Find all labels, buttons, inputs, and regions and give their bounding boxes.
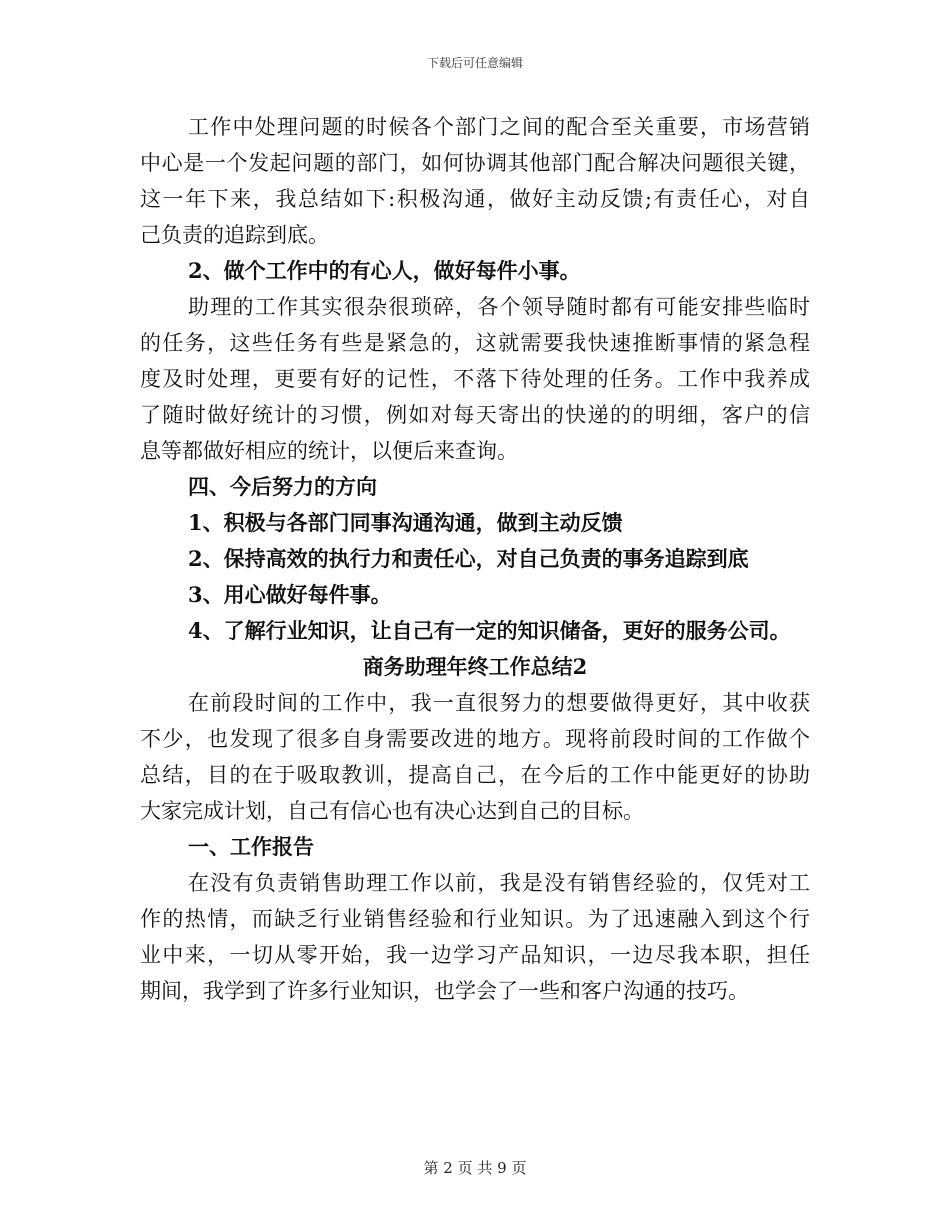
paragraph-line: 不少，也发现了很多自身需要改进的地方。现将前段时间的工作做个 bbox=[140, 727, 810, 751]
list-item: 2、保持高效的执行力和责任心，对自己负责的事务追踪到底 bbox=[188, 546, 749, 571]
document-body bbox=[140, 109, 810, 1009]
paragraph-line: 的任务，这些任务有些是紧急的，这就需要我快速推断事情的紧急程 bbox=[140, 331, 810, 355]
paragraph-line: 在没有负责销售助理工作以前，我是没有销售经验的，仅凭对工 bbox=[188, 871, 810, 895]
list-item: 3、用心做好每件事。 bbox=[188, 582, 392, 607]
list-item: 1、积极与各部门同事沟通沟通，做到主动反馈 bbox=[188, 510, 623, 535]
paragraph-line: 业中来，一切从零开始，我一边学习产品知识，一边尽我本职，担任 bbox=[140, 943, 810, 967]
paragraph-line: 度及时处理，更要有好的记性，不落下待处理的任务。工作中我养成 bbox=[140, 367, 810, 391]
paragraph-line: 这一年下来，我总结如下:积极沟通，做好主动反馈;有责任心，对自 bbox=[140, 187, 810, 211]
paragraph-line: 总结，目的在于吸取教训，提高自己，在今后的工作中能更好的协助 bbox=[140, 763, 810, 787]
paragraph-line: 工作中处理问题的时候各个部门之间的配合至关重要，市场营销 bbox=[188, 115, 810, 139]
paragraph-line: 中心是一个发起问题的部门，如何协调其他部门配合解决问题很关键， bbox=[140, 151, 810, 175]
paragraph-line: 己负责的追踪到底。 bbox=[140, 223, 329, 247]
paragraph-line: 息等都做好相应的统计，以便后来查询。 bbox=[140, 439, 518, 463]
paragraph-line: 作的热情，而缺乏行业销售经验和行业知识。为了迅速融入到这个行 bbox=[140, 907, 810, 931]
page-number: 第 2 页 共 9 页 bbox=[423, 1159, 527, 1177]
document-title: 商务助理年终工作总结2 bbox=[362, 654, 588, 679]
paragraph-line: 了随时做好统计的习惯，例如对每天寄出的快递的的明细，客户的信 bbox=[140, 403, 810, 427]
subheading: 2、做个工作中的有心人，做好每件小事。 bbox=[188, 258, 581, 283]
paragraph-line: 大家完成计划，自己有信心也有决心达到自己的目标。 bbox=[140, 799, 644, 823]
page-header-note: 下载后可任意编辑 bbox=[426, 56, 523, 70]
section-heading: 四、今后努力的方向 bbox=[188, 474, 377, 499]
list-item: 4、了解行业知识，让自己有一定的知识储备，更好的服务公司。 bbox=[188, 618, 791, 643]
paragraph-line: 助理的工作其实很杂很琐碎，各个领导随时都有可能安排些临时 bbox=[188, 295, 810, 319]
paragraph-line: 在前段时间的工作中，我一直很努力的想要做得更好，其中收获 bbox=[188, 691, 810, 715]
paragraph-line: 期间，我学到了许多行业知识，也学会了一些和客户沟通的技巧。 bbox=[140, 979, 749, 1003]
section-heading: 一、工作报告 bbox=[188, 834, 314, 859]
